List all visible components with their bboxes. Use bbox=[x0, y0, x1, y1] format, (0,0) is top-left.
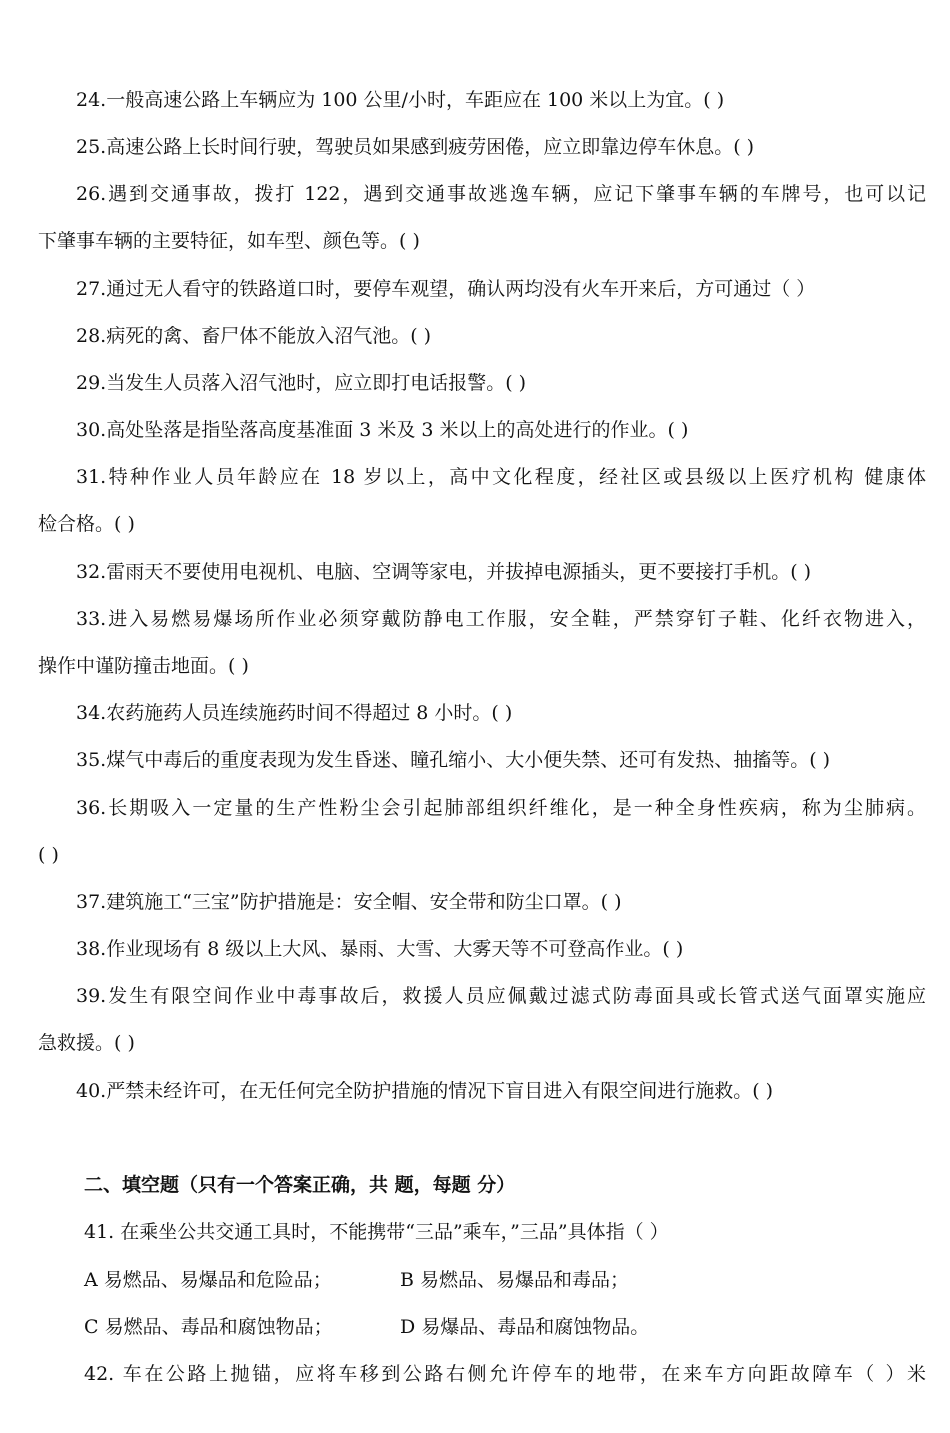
option-b: B 易燃品、易爆品和毒品； bbox=[400, 1269, 630, 1291]
question-36-line-2: ( ) bbox=[38, 844, 59, 866]
question-29: 29.当发生人员落入沼气池时，应立即打电话报警。( ) bbox=[76, 372, 527, 394]
option-d: D 易爆品、毒品和腐蚀物品。 bbox=[400, 1316, 650, 1338]
option-c: C 易燃品、毒品和腐蚀物品； bbox=[84, 1316, 333, 1338]
question-41-stem: 41. 在乘坐公共交通工具时，不能携带“三品”乘车，”三品”具体指（ ） bbox=[84, 1221, 669, 1243]
question-37: 37.建筑施工“三宝”防护措施是：安全帽、安全带和防尘口罩。( ) bbox=[76, 891, 622, 913]
question-31-line-2: 检合格。( ) bbox=[38, 513, 135, 535]
question-31-line-1: 31.特种作业人员年龄应在 18 岁以上，高中文化程度，经社区或县级以上医疗机构 健康体 bbox=[76, 466, 926, 488]
question-30: 30.高处坠落是指坠落高度基准面 3 米及 3 米以上的高处进行的作业。( ) bbox=[76, 419, 689, 441]
question-26-line-1: 26.遇到交通事故，拨打 122，遇到交通事故逃逸车辆，应记下肇事车辆的车牌号，也可以记 bbox=[76, 183, 926, 205]
question-24: 24.一般高速公路上车辆应为 100 公里/小时，车距应在 100 米以上为宜。( ) bbox=[76, 89, 725, 111]
question-35: 35.煤气中毒后的重度表现为发生昏迷、瞳孔缩小、大小便失禁、还可有发热、抽搐等。( ) bbox=[76, 749, 831, 771]
question-34: 34.农药施药人员连续施药时间不得超过 8 小时。( ) bbox=[76, 702, 513, 724]
question-33-line-1: 33.进入易燃易爆场所作业必须穿戴防静电工作服，安全鞋，严禁穿钉子鞋、化纤衣物进入， bbox=[76, 608, 926, 630]
question-26-line-2: 下肇事车辆的主要特征，如车型、颜色等。( ) bbox=[38, 230, 420, 252]
section-heading: 二、填空题（只有一个答案正确，共 题，每题 分） bbox=[84, 1174, 516, 1196]
question-40: 40.严禁未经许可，在无任何完全防护措施的情况下盲目进入有限空间进行施救。( ) bbox=[76, 1080, 774, 1102]
option-a: A 易燃品、易爆品和危险品； bbox=[84, 1269, 332, 1291]
question-39-line-1: 39.发生有限空间作业中毒事故后，救援人员应佩戴过滤式防毒面具或长管式送气面罩实施应 bbox=[76, 985, 926, 1007]
question-38: 38.作业现场有 8 级以上大风、暴雨、大雪、大雾天等不可登高作业。( ) bbox=[76, 938, 684, 960]
question-36-line-1: 36.长期吸入一定量的生产性粉尘会引起肺部组织纤维化，是一种全身性疾病，称为尘肺病。 bbox=[76, 797, 926, 819]
question-27: 27.通过无人看守的铁路道口时，要停车观望，确认两均没有火车开来后，方可通过（ ） bbox=[76, 278, 816, 300]
question-28: 28.病死的禽、畜尸体不能放入沼气池。( ) bbox=[76, 325, 432, 347]
question-42-stem: 42. 车在公路上抛锚，应将车移到公路右侧允许停车的地带，在来车方向距故障车（ ）米 bbox=[84, 1363, 926, 1385]
question-32: 32.雷雨天不要使用电视机、电脑、空调等家电，并拔掉电源插头，更不要接打手机。( ) bbox=[76, 561, 812, 583]
question-33-line-2: 操作中谨防撞击地面。( ) bbox=[38, 655, 249, 677]
question-39-line-2: 急救援。( ) bbox=[38, 1032, 135, 1054]
question-25: 25.高速公路上长时间行驶，驾驶员如果感到疲劳困倦，应立即靠边停车休息。( ) bbox=[76, 136, 755, 158]
